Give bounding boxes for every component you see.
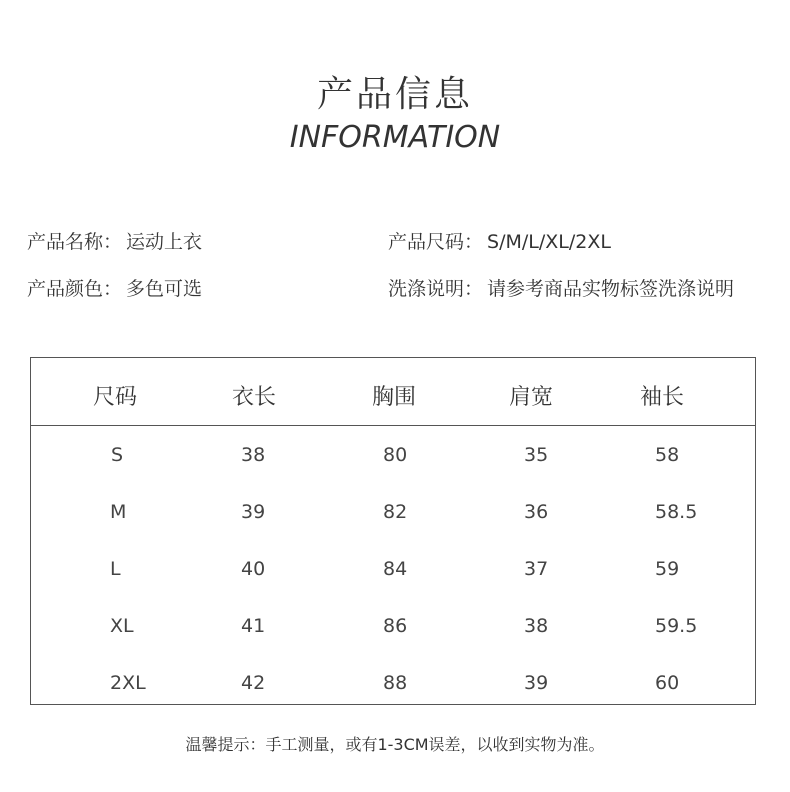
info-product-color <box>27 274 202 301</box>
info-wash-instructions <box>388 274 734 301</box>
info-value: S/M/L/XL/2XL <box>487 231 611 253</box>
info-value: 多色可选 <box>126 278 203 300</box>
cell-shoulder: 37 <box>524 558 549 580</box>
info-label: 产品尺码： <box>388 231 484 253</box>
page-subtitle: INFORMATION <box>289 120 501 155</box>
header-size: 尺码 <box>93 385 138 410</box>
cell-length: 38 <box>241 444 266 466</box>
cell-chest: 84 <box>383 558 408 580</box>
cell-length: 39 <box>241 501 266 523</box>
cell-length: 41 <box>241 615 266 637</box>
info-value: 请参考商品实物标签洗涤说明 <box>487 278 735 300</box>
cell-length: 40 <box>241 558 266 580</box>
cell-size: 2XL <box>110 672 146 694</box>
cell-shoulder: 38 <box>524 615 549 637</box>
cell-shoulder: 35 <box>524 444 549 466</box>
header-chest: 胸围 <box>372 385 417 410</box>
measurement-tip: 温馨提示：手工测量，或有1-3CM误差，以收到实物为准。 <box>185 735 605 754</box>
cell-size: S <box>111 444 124 466</box>
cell-chest: 88 <box>383 672 408 694</box>
cell-sleeve: 59 <box>655 558 680 580</box>
cell-sleeve: 58.5 <box>655 501 698 523</box>
table-row <box>31 658 755 715</box>
table-row <box>31 487 755 544</box>
cell-size: M <box>110 501 127 523</box>
cell-length: 42 <box>241 672 266 694</box>
info-value: 运动上衣 <box>126 231 203 253</box>
table-row <box>31 601 755 658</box>
cell-shoulder: 36 <box>524 501 549 523</box>
cell-chest: 82 <box>383 501 408 523</box>
cell-shoulder: 39 <box>524 672 549 694</box>
cell-size: L <box>110 558 121 580</box>
info-label: 产品颜色： <box>27 278 123 300</box>
header-shoulder: 肩宽 <box>509 385 554 410</box>
cell-sleeve: 58 <box>655 444 680 466</box>
info-label: 洗涤说明： <box>388 278 484 300</box>
info-label: 产品名称： <box>27 231 123 253</box>
size-table <box>30 357 756 705</box>
table-header <box>31 358 755 426</box>
cell-size: XL <box>110 615 134 637</box>
table-row <box>31 430 755 487</box>
cell-chest: 86 <box>383 615 408 637</box>
table-row <box>31 544 755 601</box>
header-length: 衣长 <box>232 385 277 410</box>
cell-sleeve: 59.5 <box>655 615 698 637</box>
cell-chest: 80 <box>383 444 408 466</box>
info-product-name <box>27 227 202 254</box>
info-product-size <box>388 227 611 254</box>
header-sleeve: 袖长 <box>640 385 685 410</box>
page-title: 产品信息 <box>316 74 473 115</box>
cell-sleeve: 60 <box>655 672 680 694</box>
